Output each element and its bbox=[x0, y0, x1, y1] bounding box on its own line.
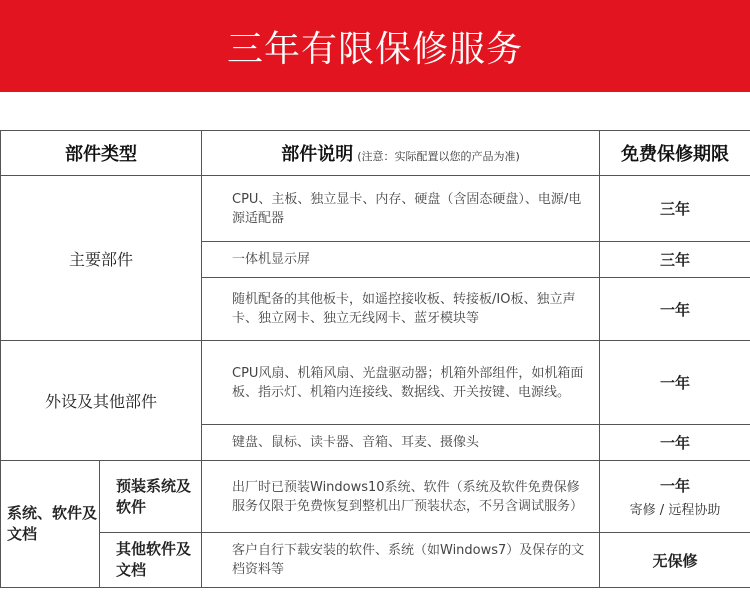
row-desc: 一体机显示屏 bbox=[202, 242, 600, 278]
header-part-desc bbox=[202, 131, 600, 176]
category-peripherals: 外设及其他部件 bbox=[1, 341, 202, 461]
table-row bbox=[1, 341, 750, 425]
banner-title: 三年有限保修服务 bbox=[226, 28, 523, 70]
header-warranty-period: 免费保修期限 bbox=[600, 131, 750, 176]
row-desc: CPU、主板、独立显卡、内存、硬盘（含固态硬盘）、电源/电源适配器 bbox=[202, 176, 600, 242]
row-period: 一年 bbox=[600, 341, 750, 425]
row-period-value: 一年 bbox=[659, 477, 690, 495]
row-desc: 键盘、鼠标、读卡器、音箱、耳麦、摄像头 bbox=[202, 425, 600, 461]
category-main-parts: 主要部件 bbox=[1, 176, 202, 341]
row-desc: 出厂时已预装Windows10系统、软件（系统及软件免费保修服务仅限于免费恢复到整机出厂预装状态，不另含调试服务） bbox=[202, 461, 600, 533]
table-row bbox=[1, 533, 750, 588]
row-period-note: 寄修 / 远程协助 bbox=[629, 503, 721, 518]
header-part-type: 部件类型 bbox=[1, 131, 202, 176]
header-desc-label: 部件说明 bbox=[281, 144, 354, 165]
row-period: 一年 bbox=[600, 425, 750, 461]
row-desc: CPU风扇、机箱风扇、光盘驱动器；机箱外部组件，如机箱面板、指示灯、机箱内连接线、数据线、开关按键、电源线。 bbox=[202, 341, 600, 425]
spacer-band bbox=[0, 92, 750, 131]
row-period: 一年 bbox=[600, 278, 750, 341]
row-period: 三年 bbox=[600, 242, 750, 278]
row-period bbox=[600, 461, 750, 533]
table-row bbox=[1, 461, 750, 533]
category-software: 系统、软件及文档 bbox=[1, 461, 100, 588]
warranty-table bbox=[0, 131, 750, 588]
subcategory-other: 其他软件及文档 bbox=[100, 533, 202, 588]
row-desc: 随机配备的其他板卡，如遥控接收板、转接板/IO板、独立声卡、独立网卡、独立无线网卡、蓝牙模块等 bbox=[202, 278, 600, 341]
row-period: 无保修 bbox=[600, 533, 750, 588]
subcategory-preinstalled: 预装系统及软件 bbox=[100, 461, 202, 533]
row-period: 三年 bbox=[600, 176, 750, 242]
table-row bbox=[1, 176, 750, 242]
header-row bbox=[1, 131, 750, 176]
header-desc-note: (注意：实际配置以您的产品为准) bbox=[357, 150, 520, 163]
row-desc: 客户自行下载安装的软件、系统（如Windows7）及保存的文档资料等 bbox=[202, 533, 600, 588]
warranty-banner bbox=[0, 0, 750, 92]
